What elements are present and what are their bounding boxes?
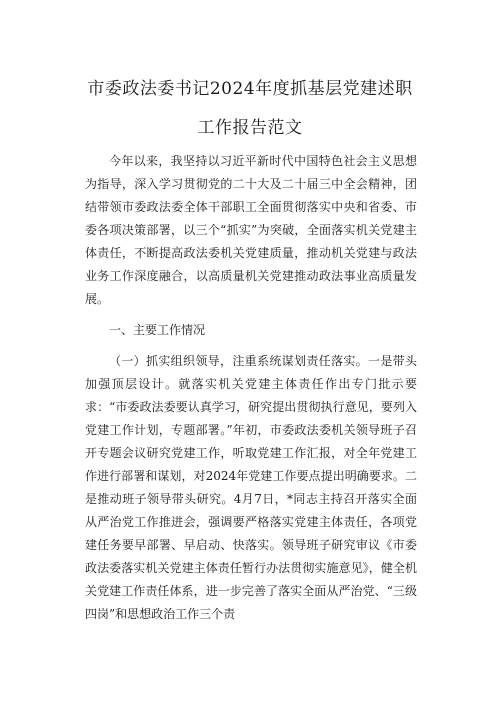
- document-title-line-2: 工作报告范文: [197, 118, 303, 138]
- intro-paragraph: 今年以来，我坚持以习近平新时代中国特色社会主义思想为指导，深入学习贯彻党的二十大及二十届三中全会精神，团结带领市委政法委全体干部职工全面贯彻落实中央和省委、市委各项决策部署，以三个“抓实”为突破，全面落实机关党建主体责任，不断提高政法委机关党建质量，推动机关党建与政法业务工作深度融合，以高质量机关党建推动政法事业高质量发展。: [85, 154, 417, 306]
- document-body: [85, 150, 417, 626]
- document-title-line-1: 市委政法委书记2024年度抓基层党建述职: [87, 79, 413, 99]
- section-paragraph: （一）抓实组织领导，注重系统谋划责任落实。一是带头加强顶层设计。就落实机关党建主体责任作出专门批示要求：“市委政法委要认真学习，研究提出贯彻执行意见，要列入党建工作计划，专题部署。”年初，市委政法委机关领导班子召开专题会议研究党建工作，听取党建工作汇报，对全年党建工作进行部署和谋划，对2024年党建工作要点提出明确要求。二是推动班子领导带头研究。4月7日，*同志主持召开落实全面从严治党工作推进会，强调要严格落实党建主体责任，各项党建任务要早部署、早启动、快落实。领导班子研究审议《市委政法委落实机关党建主体责任暂行办法贯彻实施意见》，健全机关党建工作责任体系，进一步完善了落实全面从严治党、“三级四岗”和思想政治工作三个责: [85, 354, 417, 621]
- section-heading: 一、主要工作情况: [109, 323, 206, 337]
